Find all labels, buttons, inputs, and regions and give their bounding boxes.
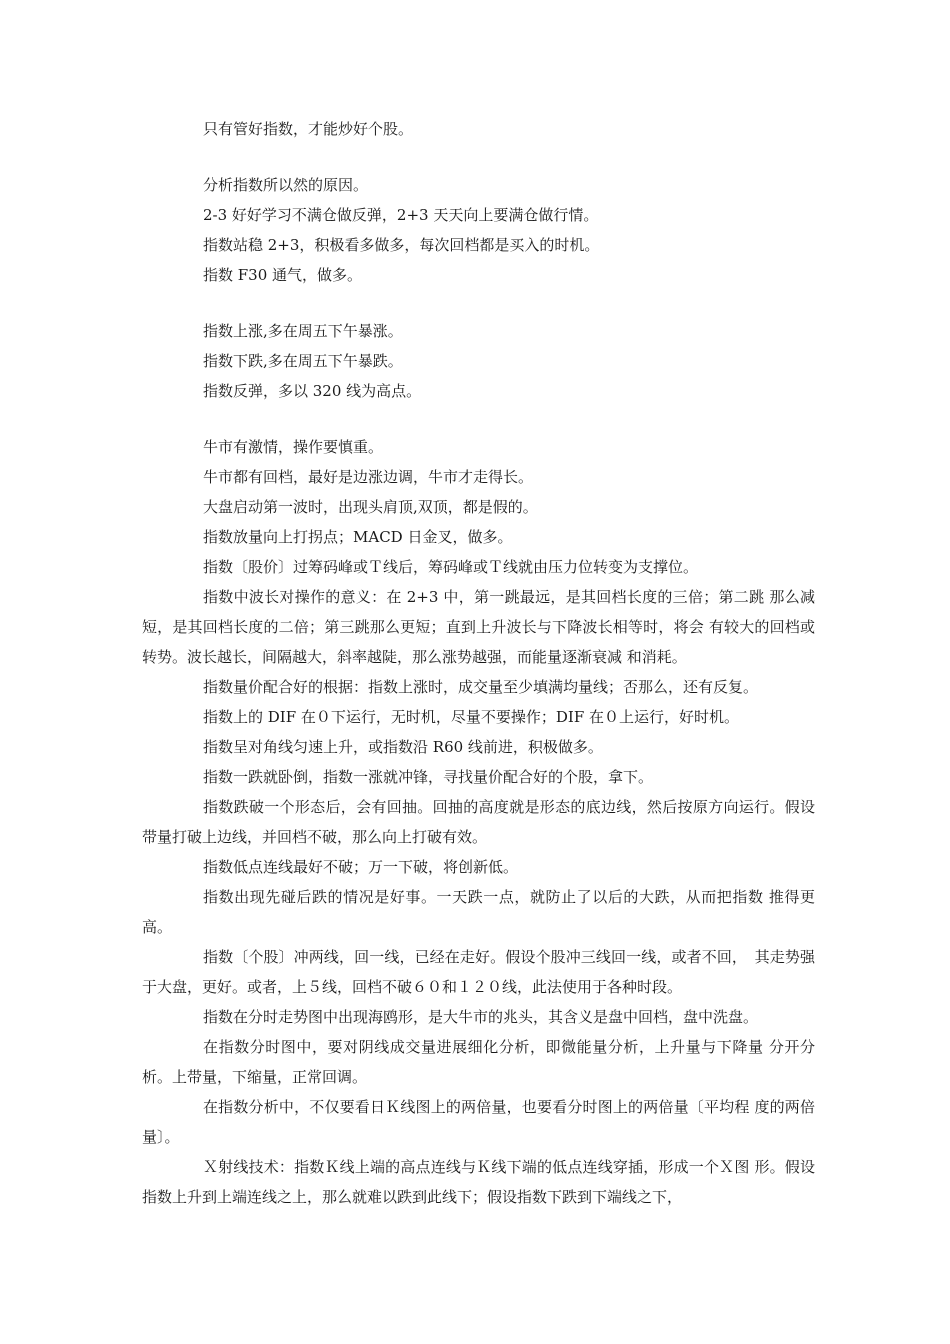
paragraph: 指数上涨,多在周五下午暴涨。 [203, 322, 403, 340]
paragraph: 分析指数所以然的原因。 [203, 176, 369, 194]
paragraph: 指数〔股价〕过筹码峰或Ｔ线后，筹码峰或Ｔ线就由压力位转变为支撑位。 [203, 558, 699, 576]
paragraph: 指数呈对角线匀速上升，或指数沿 R60 线前进，积极做多。 [203, 738, 603, 756]
paragraph: 指数在分时走势图中出现海鸥形，是大牛市的兆头，其含义是盘中回档，盘中洗盘。 [203, 1008, 759, 1026]
paragraph: 指数跌破一个形态后，会有回抽。回抽的高度就是形态的底边线，然后按原方向运行。假设带量打破上边线，并回档不破，那么向上打破有效。 [142, 798, 815, 846]
paragraph: 指数〔个股〕冲两线，回一线，已经在走好。假设个股冲三线回一线，或者不回， 其走势强于大盘，更好。或者，上５线，回档不破６０和１２０线，此法使用于各种时段。 [142, 948, 815, 996]
paragraph: 指数上的 DIF 在０下运行，无时机，尽量不要操作；DIF 在０上运行，好时机。 [203, 708, 740, 726]
paragraph: 指数下跌,多在周五下午暴跌。 [203, 352, 403, 370]
paragraph: 大盘启动第一波时，出现头肩顶,双顶，都是假的。 [203, 498, 538, 516]
paragraph: 牛市都有回档，最好是边涨边调，牛市才走得长。 [203, 468, 534, 486]
document-body [142, 114, 815, 1212]
paragraph-gap [142, 144, 815, 170]
paragraph: 在指数分时图中，要对阴线成交量进展细化分析，即微能量分析，上升量与下降量 分开分析。上带量，下缩量，正常回调。 [142, 1038, 815, 1086]
paragraph: 指数中波长对操作的意义：在 2+3 中，第一跳最远，是其回档长度的三倍；第二跳 那么减短，是其回档长度的二倍；第三跳那么更短；直到上升波长与下降波长相等时，将会 有较大的回档或转势。波长越长，间隔越大，斜率越陡，那么涨势越强，而能量逐渐衰减 和消耗。 [142, 588, 815, 666]
paragraph: 指数 F30 通气，做多。 [203, 266, 363, 284]
paragraph: 指数量价配合好的根据：指数上涨时，成交量至少填满均量线；否那么，还有反复。 [203, 678, 759, 696]
paragraph: 指数站稳 2+3，积极看多做多，每次回档都是买入的时机。 [203, 236, 600, 254]
paragraph: 在指数分析中，不仅要看日Ｋ线图上的两倍量，也要看分时图上的两倍量〔平均程 度的两倍量〕。 [142, 1098, 815, 1146]
paragraph: Ｘ射线技术：指数Ｋ线上端的高点连线与Ｋ线下端的低点连线穿插，形成一个Ｘ图 形。假设指数上升到上端连线之上，那么就难以跌到此线下；假设指数下跌到下端线之下， [142, 1158, 815, 1206]
paragraph-gap [142, 406, 815, 432]
paragraph: 指数低点连线最好不破；万一下破，将创新低。 [203, 858, 519, 876]
paragraph: 指数出现先碰后跌的情况是好事。一天跌一点，就防止了以后的大跌，从而把指数 推得更高。 [142, 888, 815, 936]
paragraph: 2-3 好好学习不满仓做反弹，2+3 天天向上要满仓做行情。 [203, 206, 599, 224]
paragraph: 指数反弹，多以 320 线为高点。 [203, 382, 422, 400]
paragraph: 指数放量向上打拐点；MACD 日金叉，做多。 [203, 528, 513, 546]
paragraph: 只有管好指数，才能炒好个股。 [203, 120, 414, 138]
paragraph: 指数一跌就卧倒，指数一涨就冲锋，寻找量价配合好的个股，拿下。 [203, 768, 654, 786]
paragraph-gap [142, 290, 815, 316]
paragraph: 牛市有激情，操作要慎重。 [203, 438, 384, 456]
